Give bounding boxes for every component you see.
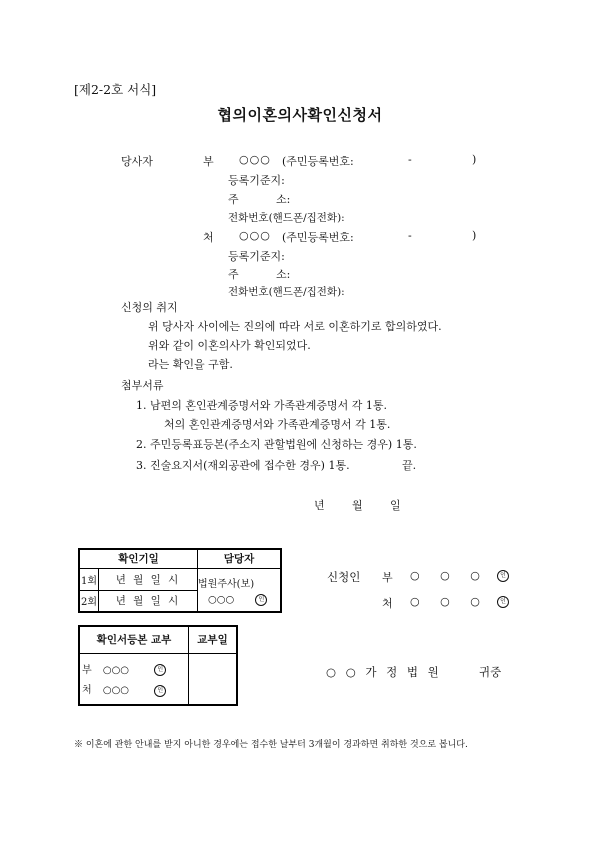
delivery-date-cell bbox=[189, 653, 238, 705]
copy-wife-role: 처 bbox=[82, 685, 92, 697]
delivery-date-header: 교부일 bbox=[189, 626, 238, 653]
purpose-heading: 신청의 취지 bbox=[121, 301, 178, 314]
wife-rrn-close: ) bbox=[472, 229, 477, 242]
date-day: 일 bbox=[390, 499, 401, 512]
husband-phone-label: 전화번호(핸드폰/집전화): bbox=[228, 212, 345, 224]
copy-wife-seal-icon: 인 bbox=[154, 685, 166, 697]
wife-address-label-1: 주 bbox=[228, 268, 239, 281]
staff-seal-icon: 인 bbox=[255, 594, 267, 606]
document-title: 협의이혼의사확인신청서 bbox=[217, 106, 383, 124]
husband-address-label-2: 소: bbox=[276, 193, 291, 206]
husband-registration-label: 등록기준지: bbox=[228, 174, 285, 187]
husband-rrn-close: ) bbox=[472, 153, 477, 166]
copy-husband-seal-icon: 인 bbox=[154, 664, 166, 676]
confirmation-date-header: 확인기일 bbox=[79, 549, 198, 568]
applicant-wife-seal-icon: 인 bbox=[497, 596, 509, 608]
wife-phone-label: 전화번호(핸드폰/집전화): bbox=[228, 286, 345, 298]
copy-husband-role: 부 bbox=[82, 664, 92, 676]
applicant-husband-role: 부 bbox=[382, 571, 393, 584]
date-month: 월 bbox=[352, 499, 363, 512]
copy-recipients-cell bbox=[79, 653, 189, 705]
wife-rrn-dash: - bbox=[408, 229, 412, 242]
staff-header: 담당자 bbox=[198, 549, 282, 568]
husband-rrn-dash: - bbox=[408, 153, 412, 166]
copy-wife-name: ○○○ bbox=[102, 685, 130, 697]
husband-address-label-1: 주 bbox=[228, 193, 239, 206]
attachment-item-3: 3. 진술요지서(재외공관에 접수한 경우) 1통. bbox=[136, 459, 350, 472]
staff-title: 법원주사(보) bbox=[198, 578, 255, 590]
copy-husband-name: ○○○ bbox=[102, 664, 130, 676]
wife-registration-label: 등록기준지: bbox=[228, 250, 285, 263]
date-year: 년 bbox=[314, 499, 325, 512]
husband-rrn-label: (주민등록번호: bbox=[282, 155, 354, 168]
session-2-label: 2회 bbox=[79, 590, 99, 612]
applicant-label: 신청인 bbox=[327, 570, 361, 584]
parties-label: 당사자 bbox=[121, 155, 153, 168]
copy-husband-row bbox=[80, 661, 188, 682]
copy-wife-row bbox=[80, 681, 188, 697]
session-1-datetime: 년 월 일 시 bbox=[99, 568, 198, 590]
form-number: [제2-2호 서식] bbox=[74, 82, 157, 97]
purpose-line-2: 위와 같이 이혼의사가 확인되었다. bbox=[148, 339, 311, 352]
attachment-item-1b: 처의 혼인관계증명서와 가족관계증명서 각 1통. bbox=[164, 418, 391, 431]
husband-name: ○○○ bbox=[239, 153, 271, 166]
applicant-wife-role: 처 bbox=[382, 597, 393, 610]
staff-cell bbox=[198, 568, 282, 612]
applicant-husband-circles: ○ ○ ○ bbox=[410, 569, 480, 582]
court-suffix: 귀중 bbox=[479, 665, 502, 679]
attachment-end: 끝. bbox=[402, 459, 417, 472]
staff-name-row bbox=[198, 590, 280, 606]
copy-delivery-table bbox=[78, 625, 238, 706]
court-name: ○ ○ 가 정 법 원 bbox=[326, 665, 439, 679]
wife-address-label-2: 소: bbox=[276, 268, 291, 281]
copy-delivery-header: 확인서등본 교부 bbox=[79, 626, 189, 653]
applicant-wife-circles: ○ ○ ○ bbox=[410, 595, 480, 608]
confirmation-date-table bbox=[78, 548, 282, 613]
session-1-label: 1회 bbox=[79, 568, 99, 590]
staff-name: ○○○ bbox=[208, 594, 235, 605]
purpose-line-1: 위 당사자 사이에는 진의에 따라 서로 이혼하기로 합의하였다. bbox=[148, 320, 442, 333]
wife-role: 처 bbox=[203, 231, 214, 244]
footer-note: ※ 이혼에 관한 안내를 받지 아니한 경우에는 접수한 날부터 3개월이 경과하면 취하한 것으로 봅니다. bbox=[74, 740, 468, 750]
purpose-line-3: 라는 확인을 구함. bbox=[148, 358, 233, 371]
attachment-item-1a: 1. 남편의 혼인관계증명서와 가족관계증명서 각 1통. bbox=[136, 399, 387, 412]
wife-rrn-label: (주민등록번호: bbox=[282, 231, 354, 244]
session-2-datetime: 년 월 일 시 bbox=[99, 590, 198, 612]
attachment-item-2: 2. 주민등록표등본(주소지 관할법원에 신청하는 경우) 1통. bbox=[136, 438, 417, 451]
wife-name: ○○○ bbox=[239, 229, 271, 242]
applicant-husband-seal-icon: 인 bbox=[497, 570, 509, 582]
husband-role: 부 bbox=[203, 155, 214, 168]
attachments-heading: 첨부서류 bbox=[121, 379, 164, 392]
